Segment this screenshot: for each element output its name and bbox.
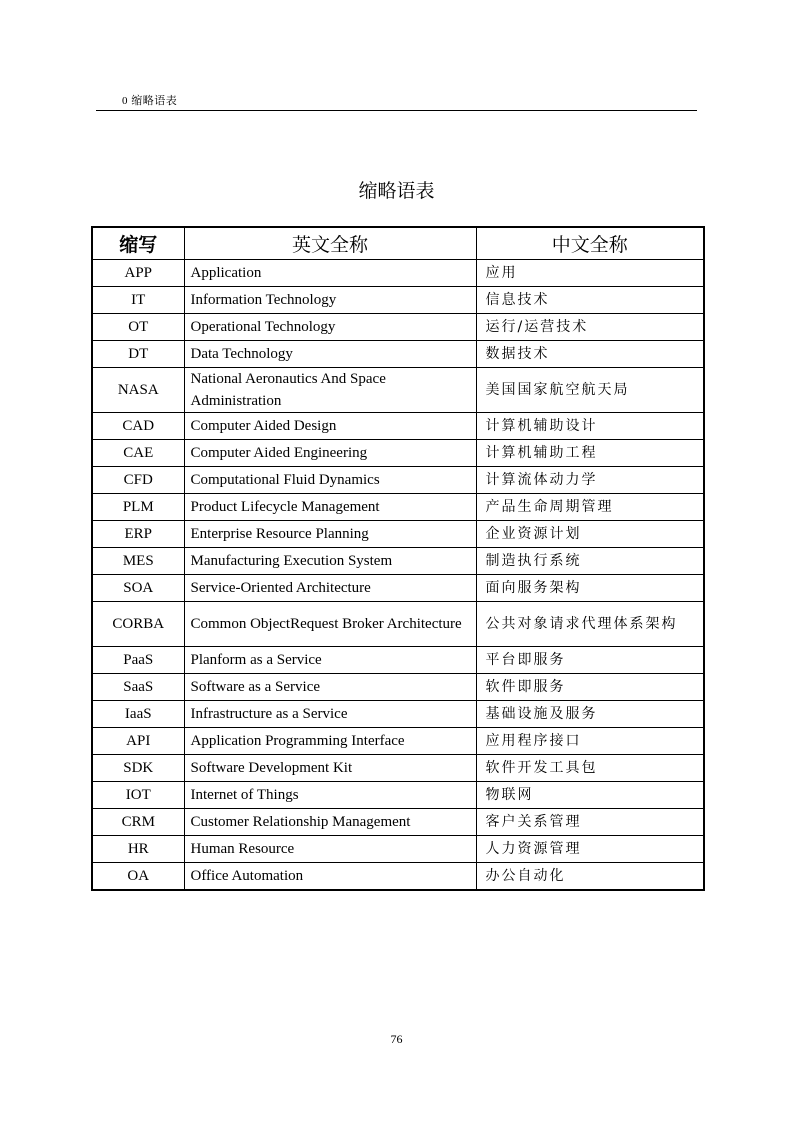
- cell-chinese: 应用程序接口: [476, 728, 704, 755]
- cell-abbreviation: CORBA: [92, 602, 184, 647]
- column-header-abbreviation: 缩写: [92, 227, 184, 260]
- cell-english: Common ObjectRequest Broker Architecture: [184, 602, 476, 647]
- cell-chinese: 面向服务架构: [476, 575, 704, 602]
- table-row: [92, 413, 704, 440]
- abbreviation-table: [91, 226, 705, 891]
- cell-chinese: 基础设施及服务: [476, 701, 704, 728]
- cell-english: Manufacturing Execution System: [184, 548, 476, 575]
- cell-chinese: 美国国家航空航天局: [476, 368, 704, 413]
- cell-english: Application: [184, 260, 476, 287]
- table-row: [92, 521, 704, 548]
- cell-english: Operational Technology: [184, 314, 476, 341]
- table-row: [92, 260, 704, 287]
- cell-chinese: 数据技术: [476, 341, 704, 368]
- cell-chinese: 产品生命周期管理: [476, 494, 704, 521]
- table-row: [92, 440, 704, 467]
- cell-english: Data Technology: [184, 341, 476, 368]
- cell-abbreviation: SDK: [92, 755, 184, 782]
- table-row: [92, 755, 704, 782]
- cell-abbreviation: HR: [92, 836, 184, 863]
- table-row: [92, 494, 704, 521]
- cell-abbreviation: API: [92, 728, 184, 755]
- table-row: [92, 548, 704, 575]
- table-row: [92, 368, 704, 413]
- cell-abbreviation: CRM: [92, 809, 184, 836]
- cell-english: Information Technology: [184, 287, 476, 314]
- column-header-chinese: 中文全称: [476, 227, 704, 260]
- table-row: [92, 575, 704, 602]
- table-row: [92, 314, 704, 341]
- cell-chinese: 软件开发工具包: [476, 755, 704, 782]
- cell-chinese: 平台即服务: [476, 647, 704, 674]
- cell-chinese: 办公自动化: [476, 863, 704, 891]
- cell-abbreviation: IaaS: [92, 701, 184, 728]
- cell-english: Product Lifecycle Management: [184, 494, 476, 521]
- cell-abbreviation: PLM: [92, 494, 184, 521]
- cell-abbreviation: SOA: [92, 575, 184, 602]
- table-row: [92, 341, 704, 368]
- cell-chinese: 计算机辅助设计: [476, 413, 704, 440]
- cell-chinese: 信息技术: [476, 287, 704, 314]
- table-header-row: [92, 227, 704, 260]
- cell-english: Software as a Service: [184, 674, 476, 701]
- cell-abbreviation: SaaS: [92, 674, 184, 701]
- cell-english: Enterprise Resource Planning: [184, 521, 476, 548]
- cell-chinese: 公共对象请求代理体系架构: [476, 602, 704, 647]
- page-title: 缩略语表: [358, 181, 435, 202]
- table-row: [92, 674, 704, 701]
- cell-abbreviation: OA: [92, 863, 184, 891]
- cell-abbreviation: CAD: [92, 413, 184, 440]
- page-number: 76: [390, 1032, 403, 1046]
- cell-english: Software Development Kit: [184, 755, 476, 782]
- cell-abbreviation: DT: [92, 341, 184, 368]
- cell-chinese: 计算机辅助工程: [476, 440, 704, 467]
- running-header: 0 缩略语表: [122, 95, 178, 107]
- table-row: [92, 836, 704, 863]
- table-row: [92, 467, 704, 494]
- cell-english: Service-Oriented Architecture: [184, 575, 476, 602]
- table-row: [92, 287, 704, 314]
- table-row: [92, 863, 704, 891]
- cell-chinese: 制造执行系统: [476, 548, 704, 575]
- cell-english: Human Resource: [184, 836, 476, 863]
- table-row: [92, 701, 704, 728]
- cell-chinese: 人力资源管理: [476, 836, 704, 863]
- cell-english: Infrastructure as a Service: [184, 701, 476, 728]
- cell-abbreviation: ERP: [92, 521, 184, 548]
- cell-chinese: 运行/运营技术: [476, 314, 704, 341]
- cell-abbreviation: PaaS: [92, 647, 184, 674]
- cell-abbreviation: CFD: [92, 467, 184, 494]
- cell-english: Office Automation: [184, 863, 476, 891]
- cell-english: Computer Aided Design: [184, 413, 476, 440]
- cell-english: Planform as a Service: [184, 647, 476, 674]
- table-row: [92, 809, 704, 836]
- cell-english: Application Programming Interface: [184, 728, 476, 755]
- cell-chinese: 应用: [476, 260, 704, 287]
- table-row: [92, 647, 704, 674]
- cell-abbreviation: OT: [92, 314, 184, 341]
- header-rule: [96, 110, 697, 111]
- cell-english: National Aeronautics And Space Administration: [184, 368, 476, 413]
- cell-chinese: 计算流体动力学: [476, 467, 704, 494]
- table-row: [92, 782, 704, 809]
- cell-abbreviation: MES: [92, 548, 184, 575]
- cell-english: Computer Aided Engineering: [184, 440, 476, 467]
- cell-english: Internet of Things: [184, 782, 476, 809]
- cell-abbreviation: IOT: [92, 782, 184, 809]
- cell-abbreviation: APP: [92, 260, 184, 287]
- table-row: [92, 602, 704, 647]
- table-row: [92, 728, 704, 755]
- cell-abbreviation: CAE: [92, 440, 184, 467]
- cell-abbreviation: IT: [92, 287, 184, 314]
- column-header-english: 英文全称: [184, 227, 476, 260]
- cell-chinese: 企业资源计划: [476, 521, 704, 548]
- cell-english: Customer Relationship Management: [184, 809, 476, 836]
- cell-chinese: 物联网: [476, 782, 704, 809]
- cell-abbreviation: NASA: [92, 368, 184, 413]
- cell-chinese: 客户关系管理: [476, 809, 704, 836]
- cell-chinese: 软件即服务: [476, 674, 704, 701]
- cell-english: Computational Fluid Dynamics: [184, 467, 476, 494]
